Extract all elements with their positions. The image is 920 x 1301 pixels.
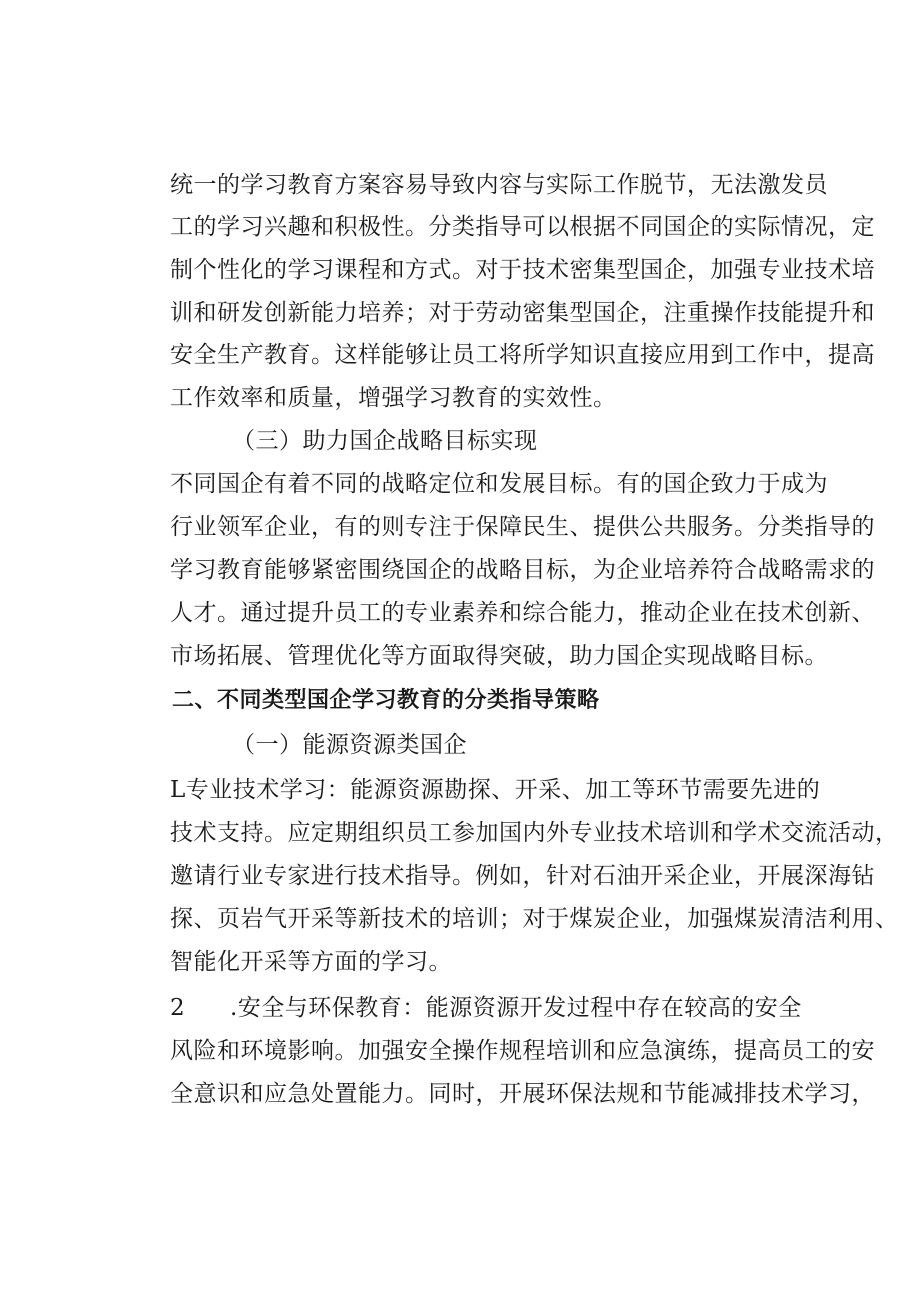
text-line: 学习教育能够紧密围绕国企的战略目标，为企业培养符合战略需求的 [170, 557, 875, 583]
text-line: 人才。通过提升员工的专业素养和综合能力，推动企业在技术创新、 [170, 600, 875, 626]
text-line: 训和研发创新能力培养；对于劳动密集型国企，注重操作技能提升和 [170, 300, 875, 326]
text-line: 全意识和应急处置能力。同时，开展环保法规和节能减排技术学习， [170, 1081, 875, 1107]
text-line: 风险和环境影响。加强安全操作规程培训和应急演练，提高员工的安 [170, 1038, 875, 1064]
text-line: 工作效率和质量，增强学习教育的实效性。 [170, 385, 617, 411]
text-line: 统一的学习教育方案容易导致内容与实际工作脱节，无法激发员 [170, 172, 828, 198]
text-line: 邀请行业专家进行技术指导。例如，针对石油开采企业，开展深海钻 [170, 863, 875, 889]
section-heading: 二、不同类型国企学习教育的分类指导策略 [172, 688, 600, 713]
text-line: 技术支持。应定期组织员工参加国内外专业技术培训和学术交流活动， [170, 820, 899, 846]
text-line: 市场拓展、管理优化等方面取得突破，助力国企实现战略目标。 [170, 643, 828, 669]
sub-heading: （三）助力国企战略目标实现 [232, 428, 538, 454]
text-line: 行业领军企业，有的则专注于保障民生、提供公共服务。分类指导的 [170, 514, 875, 540]
text-line: 工的学习兴趣和积极性。分类指导可以根据不同国企的实际情况，定 [170, 214, 875, 240]
text-line: 不同国企有着不同的战略定位和发展目标。有的国企致力于成为 [170, 471, 828, 497]
text-line: 制个性化的学习课程和方式。对于技术密集型国企，加强专业技术培 [170, 257, 875, 283]
sub-heading: （一）能源资源类国企 [232, 732, 467, 758]
text-line: 安全生产教育。这样能够让员工将所学知识直接应用到工作中，提高 [170, 342, 875, 368]
text-line: 智能化开采等方面的学习。 [170, 949, 452, 975]
text-line [170, 993, 800, 1025]
text-line: L专业技术学习：能源资源勘探、开采、加工等环节需要先进的 [170, 777, 821, 803]
list-item-text: .安全与环保教育：能源资源开发过程中存在较高的安全 [230, 995, 802, 1021]
list-number: 2 [170, 995, 186, 1021]
text-line: 探、页岩气开采等新技术的培训；对于煤炭企业，加强煤炭清洁利用、 [170, 906, 899, 932]
